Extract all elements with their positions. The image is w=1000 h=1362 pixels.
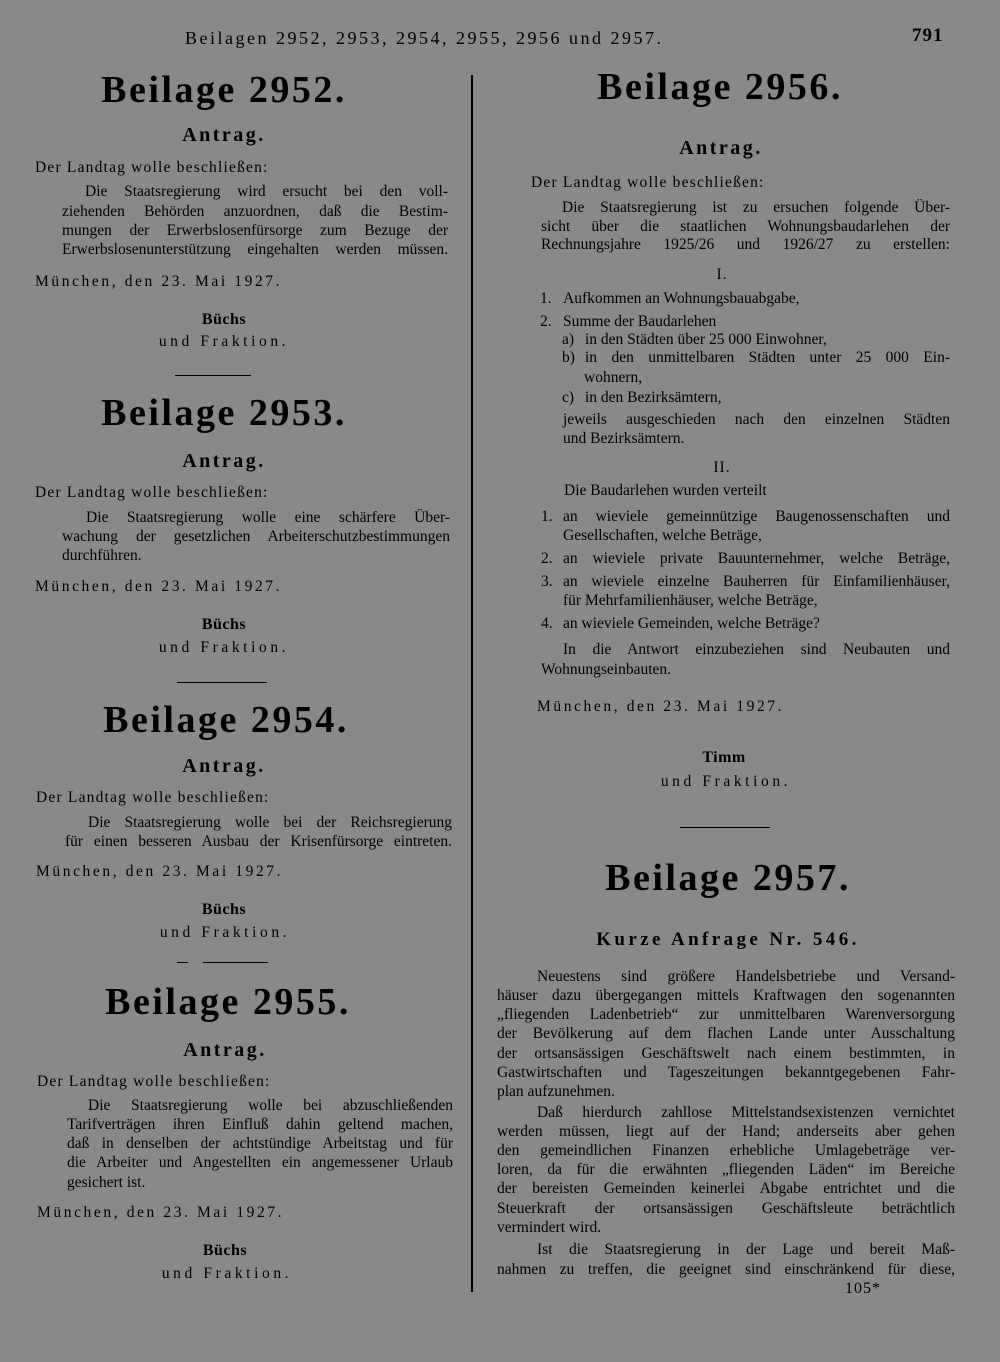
page-number: 791 [912, 25, 944, 46]
beilage-2957-text-line: Gastwirtschaften und Tageszeitungen bekanntgegebenen Fahr- [497, 1064, 955, 1081]
beilage-2952-text-line: ziehenden Behörden anzuordnen, daß die Bestim- [62, 203, 448, 220]
sub-item-label: a) [562, 331, 575, 348]
beilage-2954-subtitle: Antrag. [182, 755, 266, 777]
sub-item-label: c) [562, 389, 575, 406]
beilage-2955-text-line: gesichert ist. [67, 1174, 146, 1191]
beilage-2955-subtitle: Antrag. [183, 1039, 267, 1061]
beilage-2957-text-line: werden müssen, liegt auf der Hand; anderseits aber gehen [497, 1123, 955, 1140]
beilage-2955-signer: Büchs [202, 1242, 248, 1259]
column-divider [471, 75, 473, 1292]
beilage-2954-date: München, den 23. Mai 1927. [36, 863, 284, 880]
beilage-2957-title: Beilage 2957. [605, 857, 851, 899]
sub-item-text: in den Bezirksämtern, [585, 389, 722, 406]
list-item-text: Aufkommen an Wohnungsbauabgabe, [563, 290, 800, 307]
list-item-number: 2. [540, 313, 552, 330]
section-divider-rule [177, 682, 267, 683]
beilage-2956-subtitle: Antrag. [679, 137, 763, 159]
section-divider-dash [177, 962, 188, 963]
beilage-2952-subtitle: Antrag. [182, 124, 266, 146]
beilage-2952-text-line: Die Staatsregierung wird ersucht bei den voll- [85, 183, 448, 200]
beilage-2953-signer-suffix: und Fraktion. [158, 639, 290, 656]
list-item-number: 2. [541, 550, 553, 567]
part-numeral: I. [716, 266, 728, 283]
beilage-2957-text-line: vermindert wird. [497, 1219, 602, 1236]
beilage-2954-title: Beilage 2954. [103, 699, 349, 741]
sub-item-label: b) [562, 349, 575, 366]
beilage-2957-subtitle: Kurze Anfrage Nr. 546. [596, 929, 860, 950]
beilage-2953-text-line: durchführen. [62, 547, 142, 564]
beilage-2957-text-line: der ortsansässigen Geschäftswelt nach einem bestimmten, in [497, 1045, 955, 1062]
list-item-number: 1. [540, 290, 552, 307]
beilage-2956-text-line: sicht über die staatlichen Wohnungsbaudarlehen der [541, 218, 950, 235]
beilage-2952-title: Beilage 2952. [101, 69, 347, 111]
beilage-2953-title: Beilage 2953. [101, 392, 347, 434]
beilage-2955-text-line: Tarifverträgen ihren Einfluß dahin geltend machen, [67, 1116, 453, 1133]
beilage-2955-date: München, den 23. Mai 1927. [37, 1204, 285, 1221]
sub-item-text: in den Städten über 25 000 Einwohner, [585, 331, 827, 348]
beilage-2955-text-line: Die Staatsregierung wolle bei abzuschließenden [88, 1097, 453, 1114]
section-divider-rule [680, 827, 770, 828]
beilage-2957-text-line: plan aufzunehmen. [497, 1083, 615, 1100]
list-item-number: 4. [541, 615, 553, 632]
beilage-2954-intro: Der Landtag wolle beschließen: [36, 789, 270, 806]
part-note-line: Wohnungseinbauten. [541, 661, 672, 678]
list-item-text: an wieviele gemeinnützige Baugenossenschaften und [563, 508, 950, 525]
part-numeral: II. [713, 459, 731, 476]
beilage-2956-signer: Timm [702, 749, 746, 766]
beilage-2953-text-line: Die Staatsregierung wolle eine schärfere Über- [86, 509, 450, 526]
beilage-2956-intro: Der Landtag wolle beschließen: [531, 174, 765, 191]
beilage-2953-subtitle: Antrag. [182, 450, 266, 472]
list-item-number: 3. [541, 573, 553, 590]
beilage-2952-signer: Büchs [201, 311, 247, 328]
beilage-2954-text-line: Die Staatsregierung wolle bei der Reichsregierung [88, 814, 452, 831]
list-item-text: an wieviele einzelne Bauherren für Einfamilienhäuser, [563, 573, 950, 590]
sub-item-text: wohnern, [584, 369, 643, 386]
part-note-line: und Bezirksämtern. [563, 430, 685, 447]
section-divider-rule [203, 962, 268, 963]
beilage-2955-intro: Der Landtag wolle beschließen: [37, 1073, 271, 1090]
beilage-2957-text-line: der Bevölkerung auf dem flachen Lande unter Ausschaltung [497, 1025, 955, 1042]
beilage-2954-signer-suffix: und Fraktion. [159, 924, 291, 941]
beilage-2957-text-line: den gemeindlichen Finanzen erhebliche Umlagebeträge ver- [497, 1142, 955, 1159]
beilage-2952-signer-suffix: und Fraktion. [158, 333, 290, 350]
beilage-2954-text-line: für einen besseren Ausbau der Krisenfürsorge eintreten. [65, 833, 452, 850]
signature-mark: 105* [845, 1280, 881, 1297]
beilage-2957-text-line: häuser dazu übergegangen mittels Kraftwagen den sogenannten [497, 987, 955, 1004]
beilage-2957-text-line: loren, da für die erwähnten „fliegenden Läden“ im Bereiche [497, 1161, 955, 1178]
beilage-2957-text-line: Steuerkraft der ortsansässigen Geschäftsleute beträchtlich [497, 1200, 955, 1217]
beilage-2956-text-line: Die Staatsregierung ist zu ersuchen folgende Über- [562, 199, 950, 216]
list-item-number: 1. [541, 508, 553, 525]
list-item-text: an wieviele private Bauunternehmer, welche Beträge, [563, 550, 950, 567]
beilage-2955-text-line: die Arbeiter und Angestellten ein angemessener Urlaub [67, 1154, 453, 1171]
part-note-line: In die Antwort einzubeziehen sind Neubauten und [563, 641, 950, 658]
beilage-2957-text-line: der bereisten Gemeinden keinerlei Abgabe entrichtet und die [497, 1180, 955, 1197]
part-intro: Die Baudarlehen wurden verteilt [564, 482, 767, 499]
beilage-2953-date: München, den 23. Mai 1927. [35, 578, 283, 595]
beilage-2952-intro: Der Landtag wolle beschließen: [35, 159, 269, 176]
beilage-2956-signer-suffix: und Fraktion. [660, 773, 792, 790]
beilage-2956-date: München, den 23. Mai 1927. [537, 698, 785, 715]
running-title: Beilagen 2952, 2953, 2954, 2955, 2956 und 2957. [185, 28, 664, 48]
list-item-text: für Mehrfamilienhäuser, welche Beträge, [563, 592, 818, 609]
beilage-2957-text-line: nahmen zu treffen, die geeignet sind einschränkend für diese, [497, 1261, 955, 1278]
beilage-2955-signer-suffix: und Fraktion. [161, 1265, 293, 1282]
beilage-2957-text-line: Neuestens sind größere Handelsbetriebe und Versand- [537, 968, 955, 985]
section-divider-rule [175, 375, 251, 376]
list-item-text: an wieviele Gemeinden, welche Beträge? [563, 615, 820, 632]
beilage-2955-text-line: daß in denselben der achtstündige Arbeitstag und für [67, 1135, 453, 1152]
beilage-2955-title: Beilage 2955. [105, 981, 351, 1023]
beilage-2953-intro: Der Landtag wolle beschließen: [35, 484, 269, 501]
sub-item-text: in den unmittelbaren Städten unter 25 000 Ein- [585, 349, 950, 366]
beilage-2957-text-line: Daß hierdurch zahllose Mittelstandsexistenzen vernichtet [537, 1104, 955, 1121]
beilage-2957-text-line: Ist die Staatsregierung in der Lage und bereit Maß- [537, 1241, 955, 1258]
beilage-2954-signer: Büchs [201, 901, 247, 918]
beilage-2952-text-line: Erwerbslosenunterstützung eingehalten werden müssen. [62, 241, 448, 258]
beilage-2956-title: Beilage 2956. [597, 66, 843, 108]
beilage-2953-signer: Büchs [201, 616, 247, 633]
list-item-text: Summe der Baudarlehen [563, 313, 717, 330]
beilage-2952-text-line: mungen der Erwerbslosenfürsorge zum Bezuge der [62, 222, 448, 239]
beilage-2953-text-line: wachung der gesetzlichen Arbeiterschutzbestimmungen [62, 528, 450, 545]
beilage-2956-text-line: Rechnungsjahre 1925/26 und 1926/27 zu erstellen: [541, 236, 950, 253]
beilage-2957-text-line: „fliegenden Ladenbetrieb“ zur unmittelbaren Warenversorgung [497, 1006, 955, 1023]
beilage-2952-date: München, den 23. Mai 1927. [35, 273, 283, 290]
list-item-text: Gesellschaften, welche Beträge, [563, 527, 762, 544]
part-note-line: jeweils ausgeschieden nach den einzelnen Städten [563, 411, 950, 428]
